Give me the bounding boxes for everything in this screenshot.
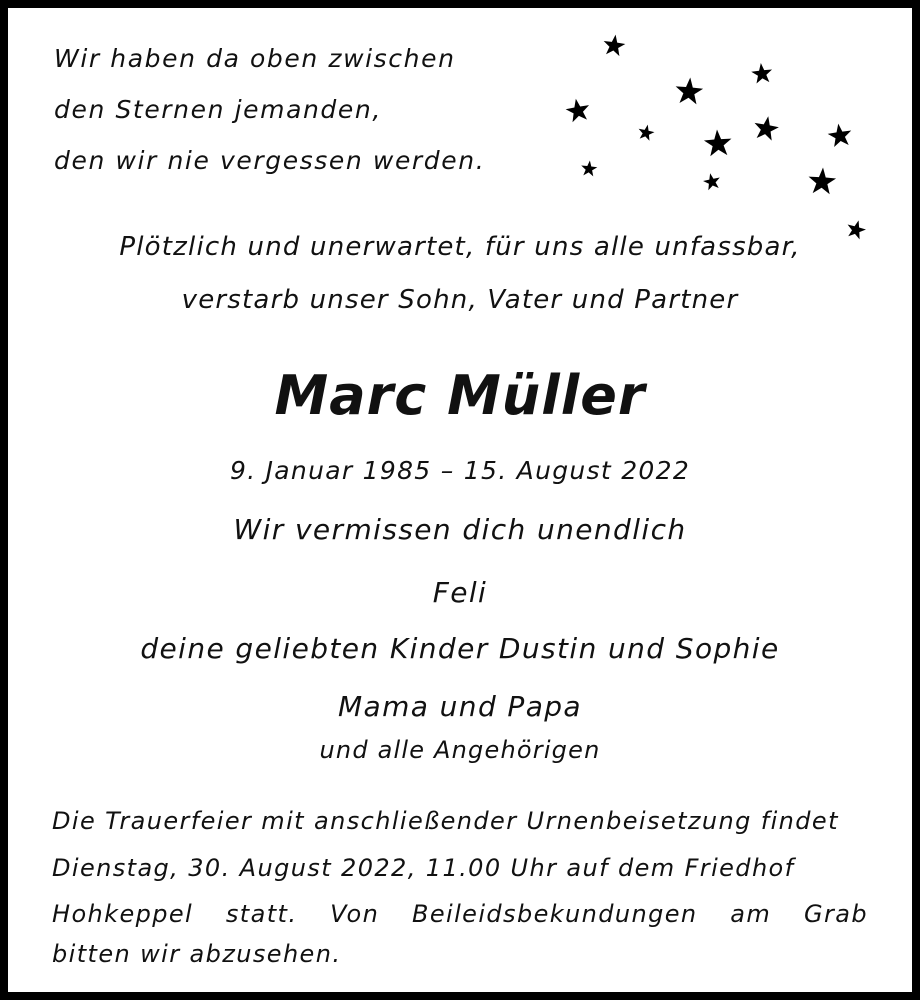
star-icon: [602, 33, 627, 57]
intro-line: Plötzlich und unerwartet, für uns alle unfassbar,: [119, 232, 801, 262]
intro-line: verstarb unser Sohn, Vater und Partner: [181, 285, 739, 315]
life-dates: 9. Januar 1985 – 15. August 2022: [229, 456, 691, 485]
star-icon: [674, 76, 704, 105]
notice-word: Hohkeppel: [52, 900, 194, 928]
motto-line: den Sternen jemanden,: [54, 95, 382, 124]
star-icon: [637, 123, 656, 141]
star-icon: [826, 122, 853, 148]
star-icon: [580, 160, 598, 177]
notice-word: Beileidsbekundungen: [412, 900, 698, 928]
star-icon: [564, 97, 591, 123]
star-icon: [703, 129, 732, 157]
star-icon: [752, 114, 780, 141]
mourner-line: deine geliebten Kinder Dustin und Sophie: [140, 632, 780, 665]
service-notice-line: Dienstag, 30. August 2022, 11.00 Uhr auf dem Friedhof: [52, 854, 795, 882]
mourner-line: Feli: [432, 576, 488, 609]
notice-word: statt.: [225, 900, 298, 928]
service-notice-line: [52, 900, 868, 928]
star-icon: [750, 62, 773, 84]
star-icon: [807, 167, 836, 195]
farewell-line: Wir vermissen dich unendlich: [233, 513, 687, 546]
notice-word: Von: [330, 900, 380, 928]
mourner-line: Mama und Papa: [338, 690, 582, 723]
notice-word: am: [730, 900, 772, 928]
mourner-extra-line: und alle Angehörigen: [319, 736, 601, 764]
service-notice-line: bitten wir abzusehen.: [52, 940, 342, 968]
star-icon: [702, 171, 722, 190]
deceased-name: Marc Müller: [274, 364, 646, 427]
motto-line: Wir haben da oben zwischen: [54, 44, 456, 73]
service-notice-line: Die Trauerfeier mit anschließender Urnenbeisetzung findet: [52, 807, 839, 835]
motto-line: den wir nie vergessen werden.: [54, 146, 486, 175]
notice-word: Grab: [803, 900, 868, 928]
